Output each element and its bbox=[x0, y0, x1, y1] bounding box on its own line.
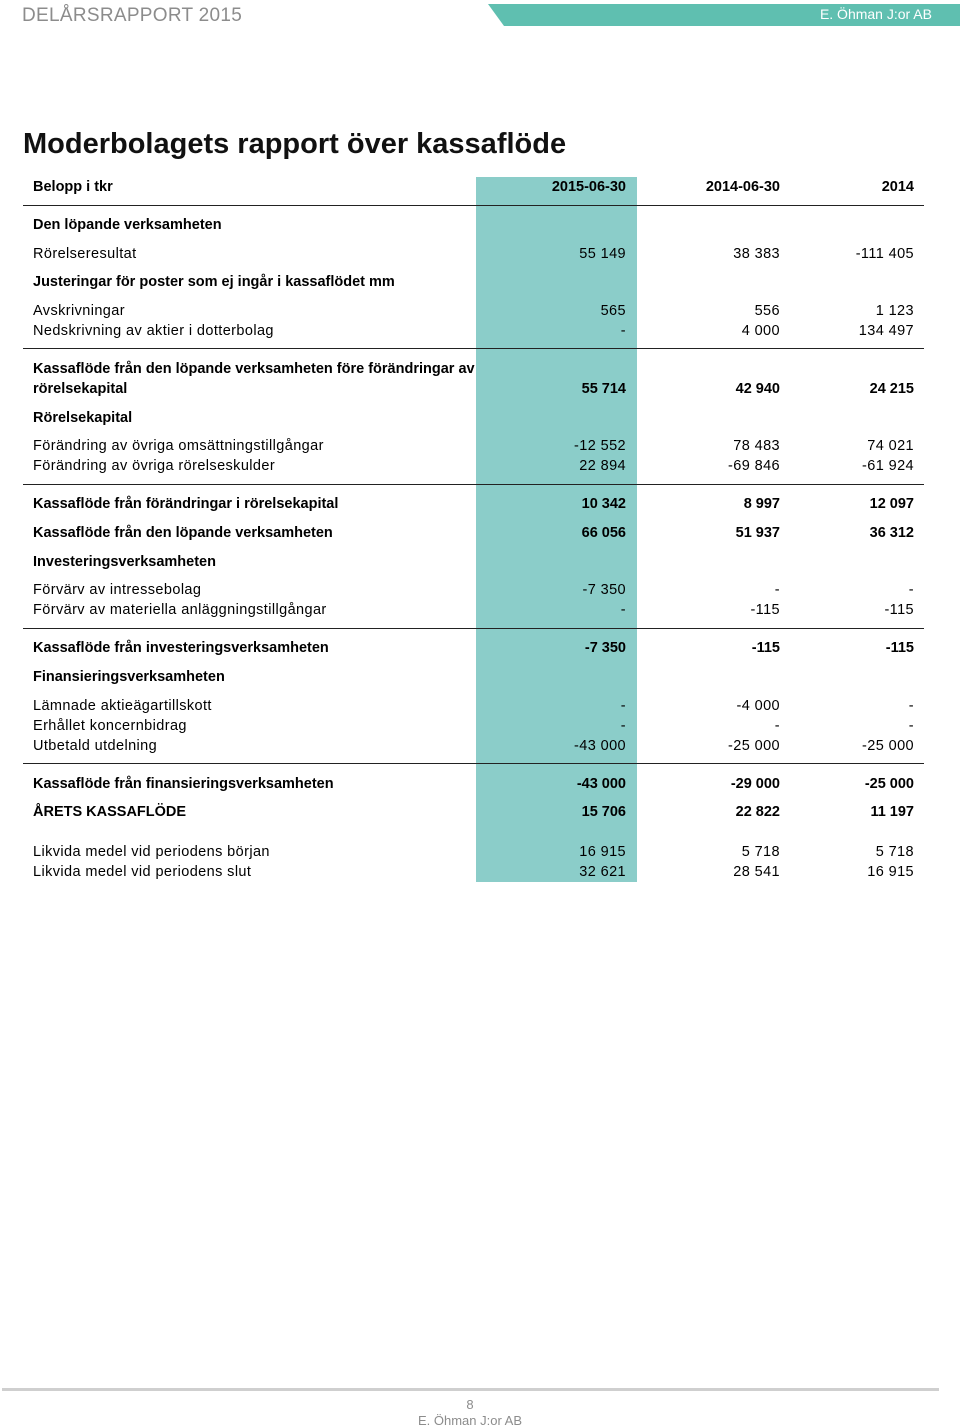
value-2015-06-30: 16 915 bbox=[579, 844, 626, 860]
value-2015-06-30: 22 894 bbox=[579, 458, 626, 474]
row-label: Kassaflöde från den löpande verksamheten bbox=[33, 525, 333, 541]
row-label: Förändring av övriga omsättningstillgångar bbox=[33, 438, 324, 454]
value-2015-06-30: - bbox=[620, 718, 626, 734]
subtotal-row bbox=[23, 494, 923, 514]
total-row bbox=[23, 802, 923, 822]
value-2014-06-30: - bbox=[774, 582, 780, 598]
value-2014-06-30: 78 483 bbox=[733, 438, 780, 454]
value-2014: -111 405 bbox=[855, 246, 914, 262]
company-name: E. Öhman J:or AB bbox=[819, 6, 932, 22]
value-2014: - bbox=[908, 698, 914, 714]
page-number: 8 bbox=[466, 1397, 474, 1412]
value-2015-06-30: 66 056 bbox=[581, 525, 626, 541]
header-label: Belopp i tkr bbox=[33, 179, 113, 195]
row-label: Likvida medel vid periodens början bbox=[33, 844, 270, 860]
table-header-row bbox=[23, 177, 923, 197]
value-2014: -61 924 bbox=[862, 458, 914, 474]
value-2014: 1 123 bbox=[875, 303, 914, 319]
table-row bbox=[23, 321, 923, 341]
row-label: Utbetald utdelning bbox=[33, 738, 158, 754]
row-label: ÅRETS KASSAFLÖDE bbox=[33, 804, 187, 820]
value-2014-06-30: -115 bbox=[750, 602, 780, 618]
value-2014-06-30: 42 940 bbox=[735, 381, 780, 397]
value-2015-06-30: 15 706 bbox=[581, 804, 626, 820]
value-2015-06-30: - bbox=[620, 602, 626, 618]
table-row bbox=[23, 862, 923, 882]
table-row bbox=[23, 456, 923, 476]
row-label: Rörelseresultat bbox=[33, 246, 137, 262]
value-2014-06-30: 38 383 bbox=[733, 246, 780, 262]
row-label: Justeringar för poster som ej ingår i kassaflödet mm bbox=[33, 274, 395, 290]
value-2014-06-30: 4 000 bbox=[741, 323, 780, 339]
value-2014: 12 097 bbox=[869, 496, 914, 512]
section-heading bbox=[23, 408, 923, 428]
value-2014: 11 197 bbox=[870, 804, 914, 820]
row-label: rörelsekapital bbox=[33, 381, 128, 397]
value-2014-06-30: -25 000 bbox=[728, 738, 780, 754]
value-2014: 24 215 bbox=[869, 381, 914, 397]
header-col-2015-06-30: 2015-06-30 bbox=[551, 179, 626, 195]
row-label: Kassaflöde från finansieringsverksamheten bbox=[33, 776, 334, 792]
header-divider bbox=[23, 205, 924, 206]
row-label: Den löpande verksamheten bbox=[33, 217, 222, 233]
value-2014: -25 000 bbox=[862, 738, 914, 754]
value-2014: -115 bbox=[885, 640, 914, 656]
row-label: Kassaflöde från investeringsverksamheten bbox=[33, 640, 329, 656]
section-heading bbox=[23, 552, 923, 572]
value-2014: 36 312 bbox=[869, 525, 914, 541]
value-2015-06-30: -12 552 bbox=[574, 438, 626, 454]
value-2014: - bbox=[908, 718, 914, 734]
value-2014-06-30: 8 997 bbox=[743, 496, 780, 512]
value-2014: 74 021 bbox=[867, 438, 914, 454]
value-2014-06-30: 51 937 bbox=[735, 525, 780, 541]
value-2014: - bbox=[908, 582, 914, 598]
value-2015-06-30: 565 bbox=[600, 303, 626, 319]
value-2015-06-30: - bbox=[620, 698, 626, 714]
row-label: Investeringsverksamheten bbox=[33, 554, 216, 570]
header-col-2014: 2014 bbox=[881, 179, 914, 195]
value-2015-06-30: -43 000 bbox=[576, 776, 626, 792]
row-label: Förändring av övriga rörelseskulder bbox=[33, 458, 276, 474]
value-2015-06-30: - bbox=[620, 323, 626, 339]
value-2015-06-30: 32 621 bbox=[579, 864, 626, 880]
value-2014: -115 bbox=[884, 602, 914, 618]
value-2014-06-30: -29 000 bbox=[730, 776, 780, 792]
row-label: Likvida medel vid periodens slut bbox=[33, 864, 252, 880]
table-row bbox=[23, 580, 923, 600]
report-name: DELÅRSRAPPORT 2015 bbox=[22, 5, 243, 26]
section-divider bbox=[23, 484, 924, 485]
section-heading bbox=[23, 272, 923, 292]
table-row bbox=[23, 436, 923, 456]
value-2015-06-30: -7 350 bbox=[582, 582, 626, 598]
row-label: Kassaflöde från den löpande verksamheten före förändringar av bbox=[33, 361, 475, 377]
page-title: Moderbolagets rapport över kassaflöde bbox=[23, 128, 567, 160]
subtotal-row bbox=[23, 379, 923, 399]
value-2014-06-30: -115 bbox=[751, 640, 780, 656]
value-2014-06-30: -4 000 bbox=[736, 698, 780, 714]
section-heading bbox=[23, 215, 923, 235]
table-row bbox=[23, 301, 923, 321]
value-2014: -25 000 bbox=[864, 776, 914, 792]
value-2014-06-30: - bbox=[774, 718, 780, 734]
section-divider bbox=[23, 763, 924, 764]
table-row bbox=[23, 244, 923, 264]
subtotal-row bbox=[23, 523, 923, 543]
value-2014-06-30: 5 718 bbox=[741, 844, 780, 860]
row-label: Finansieringsverksamheten bbox=[33, 669, 225, 685]
table-row bbox=[23, 696, 923, 716]
section-divider bbox=[23, 628, 924, 629]
row-label: Erhållet koncernbidrag bbox=[33, 718, 187, 734]
value-2014: 5 718 bbox=[875, 844, 914, 860]
value-2015-06-30: 10 342 bbox=[581, 496, 626, 512]
value-2014: 134 497 bbox=[858, 323, 914, 339]
row-label: Lämnade aktieägartillskott bbox=[33, 698, 212, 714]
value-2015-06-30: 55 714 bbox=[581, 381, 626, 397]
subtotal-label-line bbox=[23, 359, 923, 379]
row-label: Rörelsekapital bbox=[33, 410, 133, 426]
subtotal-row bbox=[23, 638, 923, 658]
subtotal-row bbox=[23, 774, 923, 794]
value-2014-06-30: 28 541 bbox=[733, 864, 780, 880]
section-divider bbox=[23, 348, 924, 349]
value-2014-06-30: -69 846 bbox=[728, 458, 780, 474]
row-label: Avskrivningar bbox=[33, 303, 125, 319]
row-label: Kassaflöde från förändringar i rörelsekapital bbox=[33, 496, 339, 512]
row-label: Förvärv av intressebolag bbox=[33, 582, 202, 598]
value-2015-06-30: -43 000 bbox=[574, 738, 626, 754]
table-row bbox=[23, 600, 923, 620]
table-row bbox=[23, 736, 923, 756]
table-row bbox=[23, 842, 923, 862]
row-label: Förvärv av materiella anläggningstillgångar bbox=[33, 602, 327, 618]
footer-divider bbox=[2, 1388, 939, 1391]
row-label: Nedskrivning av aktier i dotterbolag bbox=[33, 323, 274, 339]
footer-company: E. Öhman J:or AB bbox=[417, 1413, 523, 1428]
header-col-2014-06-30: 2014-06-30 bbox=[705, 179, 780, 195]
value-2014: 16 915 bbox=[867, 864, 914, 880]
section-heading bbox=[23, 667, 923, 687]
table-row bbox=[23, 716, 923, 736]
value-2015-06-30: 55 149 bbox=[579, 246, 626, 262]
value-2014-06-30: 556 bbox=[754, 303, 780, 319]
value-2015-06-30: -7 350 bbox=[584, 640, 626, 656]
value-2014-06-30: 22 822 bbox=[735, 804, 780, 820]
